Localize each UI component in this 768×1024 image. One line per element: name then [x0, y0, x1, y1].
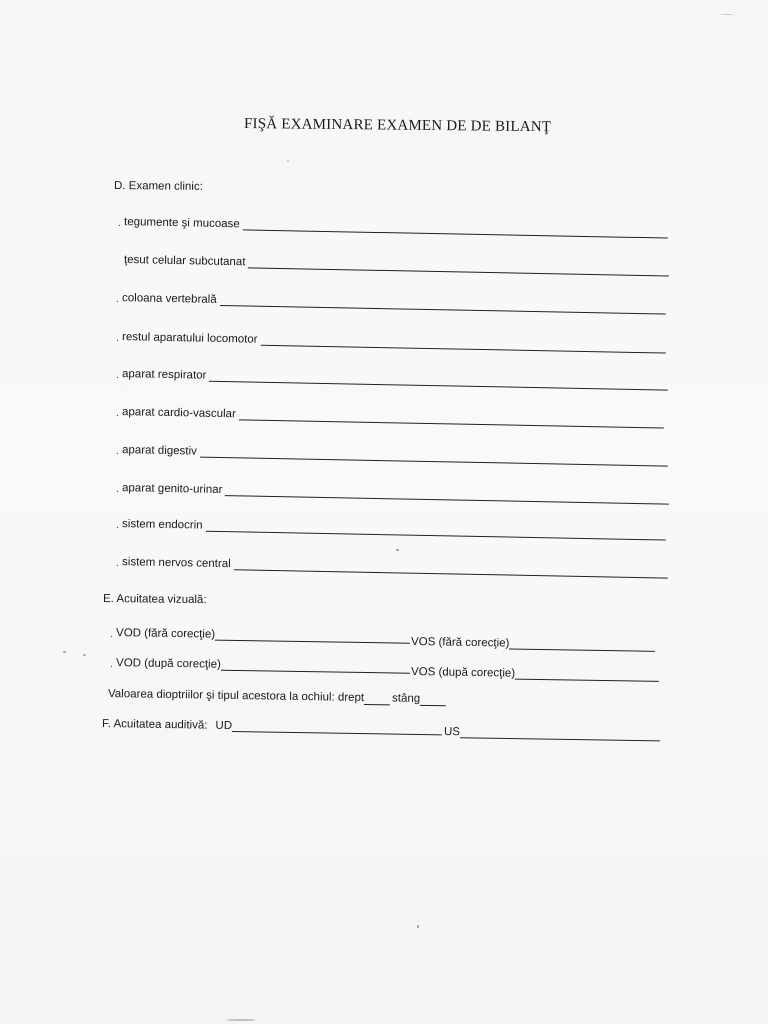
scan-speck	[63, 651, 66, 653]
answer-line[interactable]	[248, 257, 669, 276]
answer-line[interactable]	[234, 559, 668, 578]
field-label: Valoarea dioptriilor şi tipul acestora la ochiul: drept	[107, 688, 365, 705]
field-sistem-endocrin[interactable]	[116, 518, 666, 542]
answer-line[interactable]	[243, 219, 668, 238]
stang-answer-line[interactable]	[420, 695, 446, 706]
field-coloana-vertebrala[interactable]	[116, 292, 666, 316]
field-label: sistem endocrin	[121, 518, 203, 532]
answer-line[interactable]	[215, 630, 410, 644]
bullet-mark: .	[115, 293, 120, 306]
answer-line[interactable]	[509, 639, 655, 652]
answer-line[interactable]	[260, 335, 666, 354]
field-restul-aparatului-locomotor[interactable]	[116, 331, 666, 355]
field-label: UD	[215, 719, 233, 733]
field-label: VOD (după corecţie)	[115, 657, 221, 671]
answer-line[interactable]	[225, 485, 669, 505]
field-label: aparat genito-urinar	[121, 482, 223, 497]
field-label: aparat cardio-vascular	[121, 406, 236, 421]
bullet-mark: .	[109, 628, 114, 641]
section-d-label: D. Examen clinic:	[113, 180, 203, 193]
field-label: VOS (fără corecţie)	[410, 636, 510, 650]
field-label-stang: stâng	[392, 692, 421, 705]
field-aparat-cardio-vascular[interactable]	[116, 406, 664, 430]
answer-line[interactable]	[205, 521, 666, 541]
field-acuitatea-auditiva-us[interactable]	[444, 726, 660, 742]
field-vos-dupa-corectie[interactable]	[411, 666, 659, 683]
field-acuitatea-auditiva-ud[interactable]	[102, 718, 442, 736]
bullet-mark: .	[115, 445, 120, 458]
scan-speck	[396, 549, 399, 551]
bullet-mark: .	[109, 658, 114, 671]
answer-line[interactable]	[232, 721, 442, 735]
bullet-mark: .	[115, 483, 120, 496]
bullet-mark: .	[115, 369, 120, 382]
scan-speck	[720, 14, 734, 15]
answer-line[interactable]	[220, 295, 666, 315]
form-title: FIŞĂ EXAMINARE EXAMEN DE DE BILANŢ	[243, 116, 552, 136]
bullet-mark: .	[115, 332, 120, 345]
bullet-mark: .	[117, 217, 122, 230]
bullet-mark: .	[115, 407, 120, 420]
field-label: tegumente şi mucoase	[123, 216, 240, 231]
answer-line[interactable]	[515, 669, 659, 682]
field-label: coloana vertebrală	[121, 292, 217, 306]
field-label: aparat digestiv	[121, 444, 197, 458]
section-e-label: E. Acuitatea vizuală:	[102, 593, 207, 607]
field-vod-fara-corectie[interactable]	[110, 627, 410, 645]
answer-line[interactable]	[209, 371, 668, 391]
field-sistem-nervos-central[interactable]	[116, 556, 668, 580]
field-aparat-digestiv[interactable]	[116, 444, 668, 468]
field-tegumente[interactable]	[118, 216, 668, 240]
scan-speck	[83, 654, 86, 656]
field-label: restul aparatului locomotor	[121, 331, 258, 346]
scan-speck	[417, 925, 419, 928]
section-f-label: F. Acuitatea auditivă:	[101, 718, 208, 732]
answer-line[interactable]	[460, 727, 660, 741]
field-label: VOD (fără corecţie)	[115, 627, 216, 641]
bullet-mark: .	[115, 557, 120, 570]
answer-line[interactable]	[200, 447, 668, 467]
answer-line[interactable]	[239, 409, 664, 428]
field-label: US	[443, 726, 461, 739]
bullet-mark: .	[115, 519, 120, 532]
drept-answer-line[interactable]	[364, 694, 390, 705]
scan-speck	[287, 160, 289, 162]
field-vod-dupa-corectie[interactable]	[110, 657, 410, 675]
scan-speck	[226, 1019, 256, 1021]
field-aparat-genito-urinar[interactable]	[116, 482, 669, 506]
field-label: aparat respirator	[121, 368, 207, 382]
field-dioptrii[interactable]	[108, 688, 468, 707]
answer-line[interactable]	[221, 660, 410, 674]
field-vos-fara-corectie[interactable]	[411, 636, 655, 653]
field-label: ţesut celular subcutanat	[123, 254, 246, 269]
field-aparat-respirator[interactable]	[116, 368, 668, 392]
field-tesut-celular[interactable]	[124, 254, 669, 277]
field-label: VOS (după corecţie)	[410, 666, 516, 680]
field-label: sistem nervos central	[121, 556, 231, 571]
